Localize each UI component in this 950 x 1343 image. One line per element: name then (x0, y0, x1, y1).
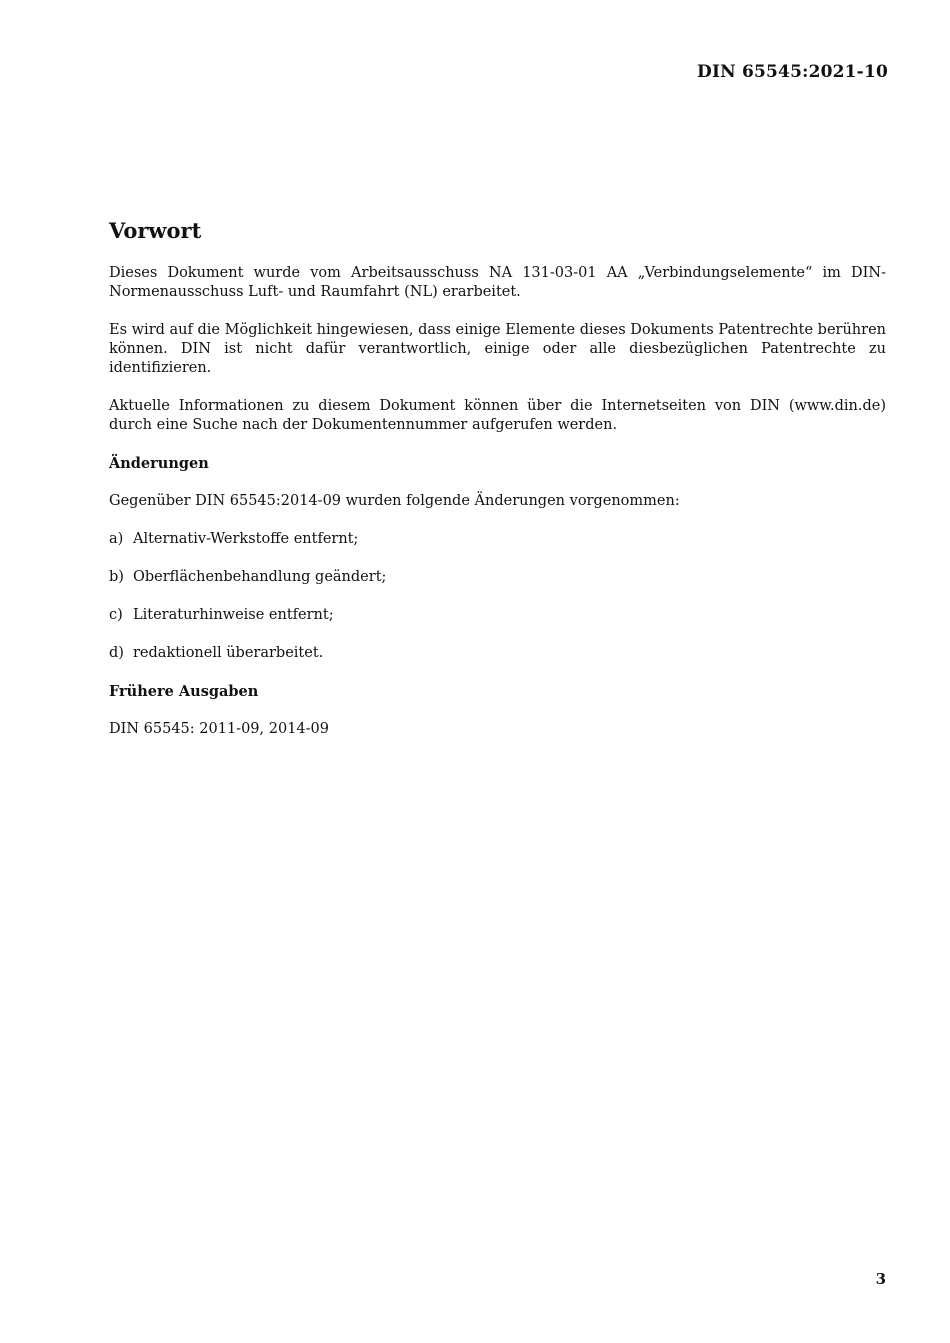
list-item-text: Oberflächenbehandlung geändert; (133, 569, 387, 585)
changes-list (109, 530, 886, 663)
paragraph-current-info: Aktuelle Informationen zu diesem Dokument können über die Internetseiten von DIN (www.din.de) durch eine Suche nach der Dokumentennummer aufgerufen werden. (109, 398, 886, 433)
foreword-section (109, 216, 886, 758)
list-item (109, 644, 886, 663)
list-item (109, 530, 886, 549)
changes-heading: Änderungen (109, 455, 209, 472)
page-number: 3 (875, 1270, 886, 1288)
list-marker: c) (109, 607, 123, 623)
list-marker: b) (109, 569, 124, 585)
list-item-text: redaktionell überarbeitet. (133, 645, 324, 661)
paragraph-patent-notice: Es wird auf die Möglichkeit hingewiesen, dass einige Elemente dieses Dokuments Patentrechte berühren können. DIN ist nicht dafür verantwortlich, einige oder alle diesbezüglichen Patentrechte zu identifizieren. (109, 322, 886, 376)
list-marker: d) (109, 645, 124, 661)
earlier-editions-heading: Frühere Ausgaben (109, 683, 259, 700)
list-item (109, 606, 886, 625)
document-id: DIN 65545:2021-10 (697, 62, 888, 82)
paragraph-committee: Dieses Dokument wurde vom Arbeitsausschuss NA 131-03-01 AA „Verbindungselemente“ im DIN-Normenausschuss Luft- und Raumfahrt (NL) erarbeitet. (109, 265, 886, 300)
list-marker: a) (109, 531, 124, 547)
page-title: Vorwort (109, 218, 202, 243)
list-item (109, 568, 886, 587)
list-item-text: Literaturhinweise entfernt; (133, 607, 334, 623)
earlier-editions-text: DIN 65545: 2011-09, 2014-09 (109, 721, 329, 737)
changes-intro: Gegenüber DIN 65545:2014-09 wurden folgende Änderungen vorgenommen: (109, 493, 680, 509)
list-item-text: Alternativ-Werkstoffe entfernt; (133, 531, 359, 547)
